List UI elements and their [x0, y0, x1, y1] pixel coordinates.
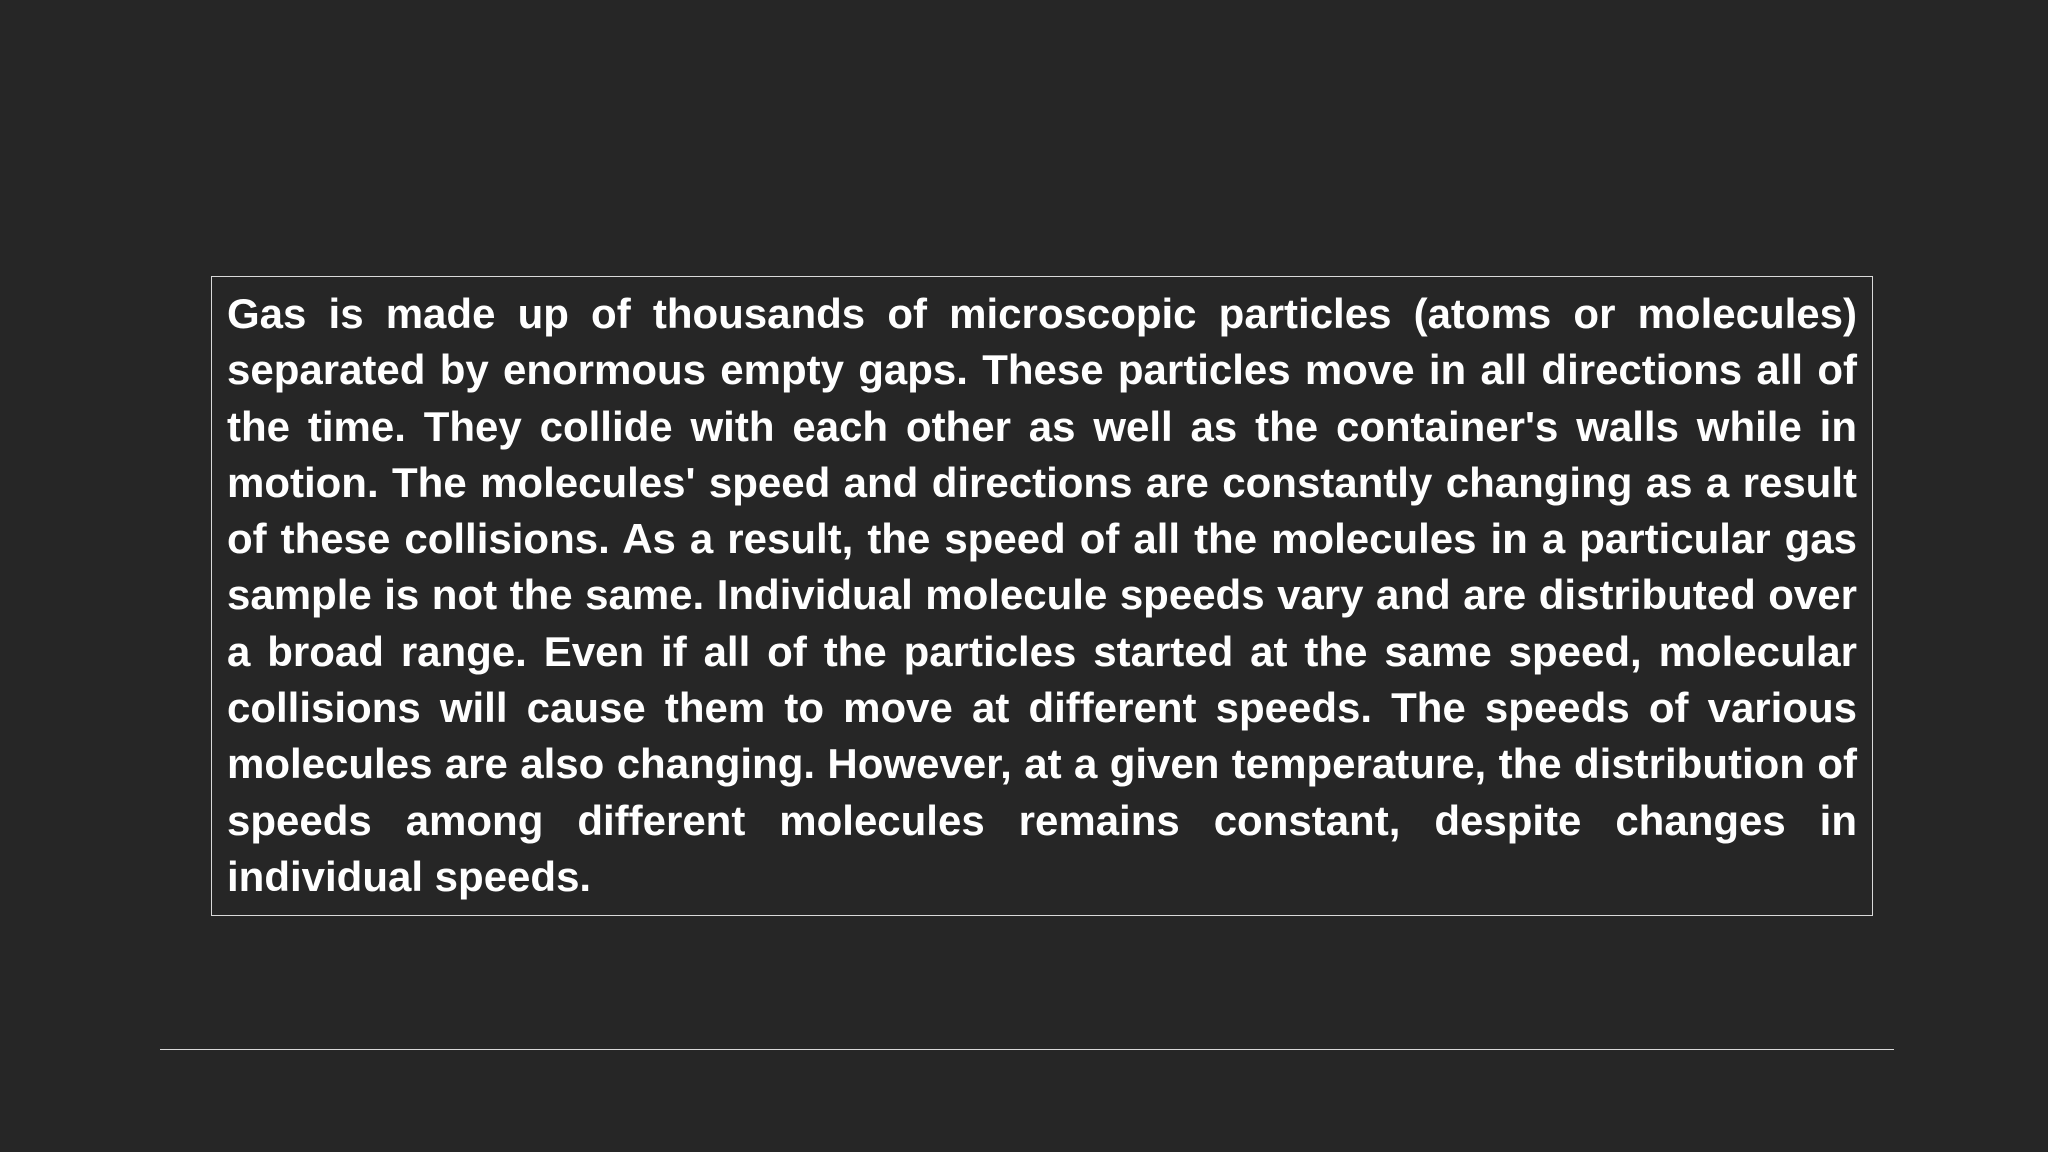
body-paragraph: Gas is made up of thousands of microscopic particles (atoms or molecules) separated by enormous empty gaps. These particles move in all directions all of the time. They collide with each other as well as the container's walls while in motion. The molecules' speed and directions are constantly changing as a result of these collisions. As a result, the speed of all the molecules in a particular gas sample is not the same. Individual molecule speeds vary and are distributed over a broad range. Even if all of the particles started at the same speed, molecular collisions will cause them to move at different speeds. The speeds of various molecules are also changing. However, at a given temperature, the distribution of speeds among different molecules remains constant, despite changes in individual speeds. — [227, 290, 1857, 900]
footer-divider — [160, 1049, 1894, 1050]
